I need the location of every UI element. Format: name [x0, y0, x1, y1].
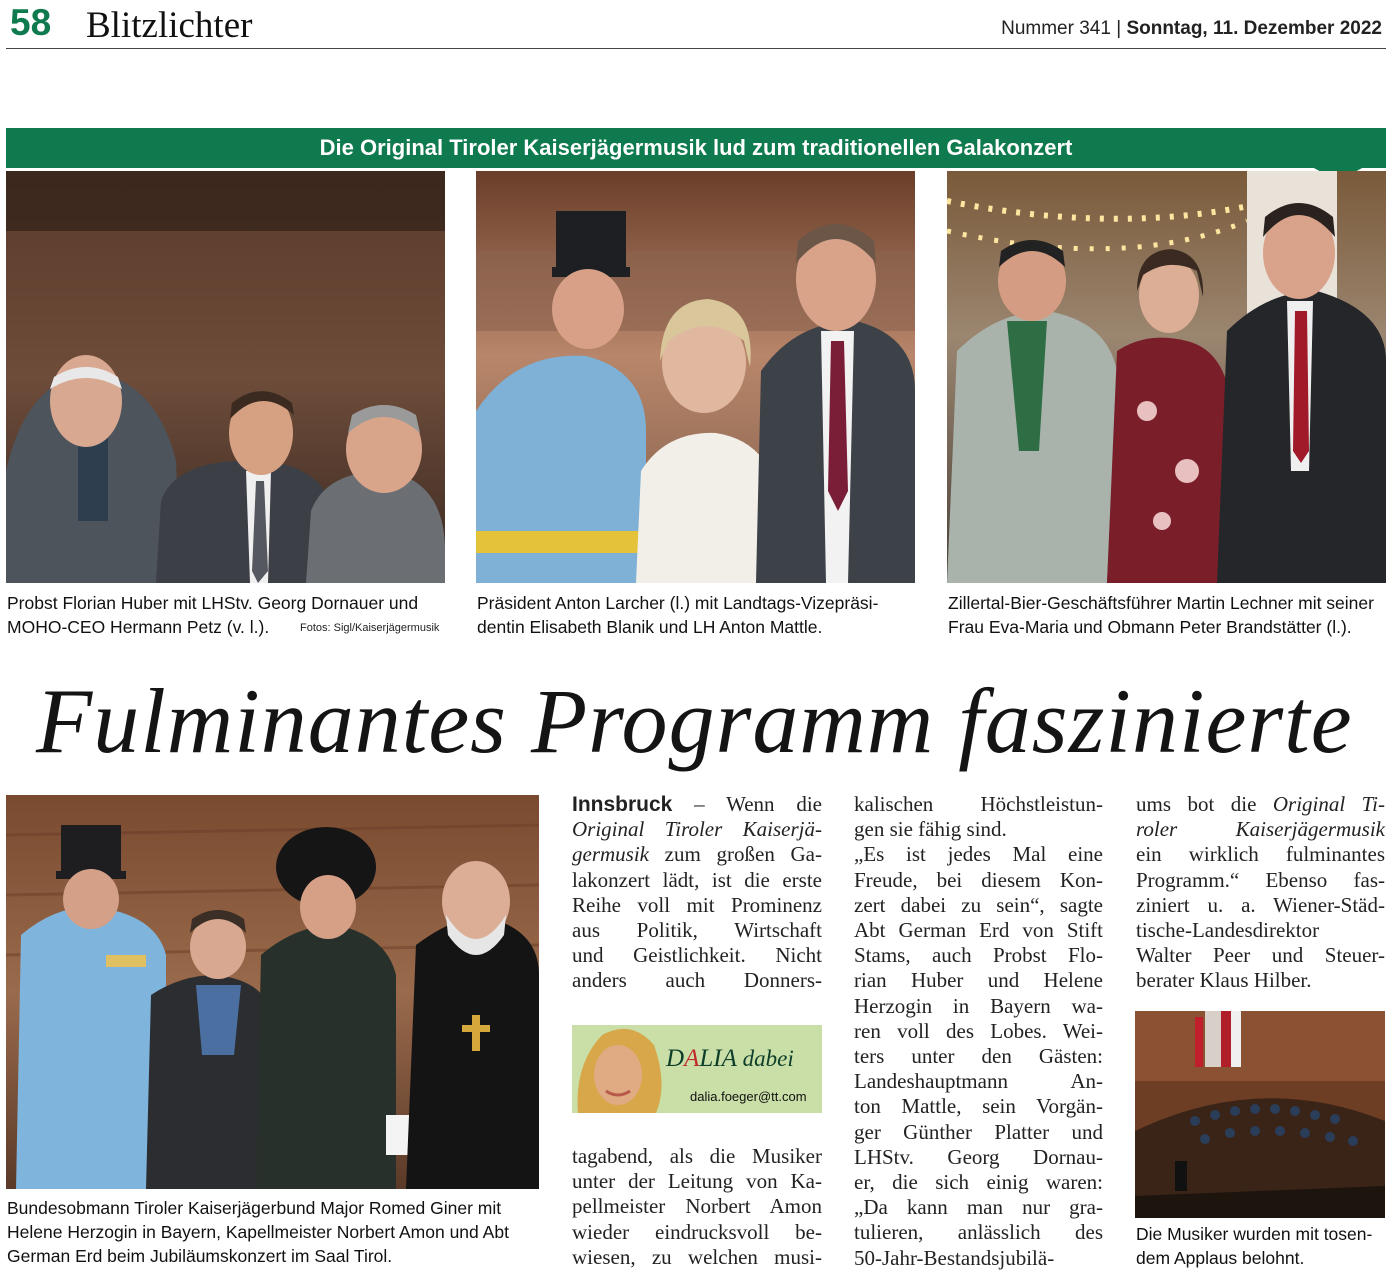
article-column-2	[854, 792, 1103, 1271]
article-line: Programm.“ Ebenso fas-	[1136, 867, 1385, 892]
caption-photo-3	[948, 591, 1388, 639]
article-line: kalischen Höchstleistun-	[854, 792, 1103, 816]
caption-line: Frau Eva-Maria und Obmann Peter Brandstätter (l.).	[948, 617, 1352, 637]
caption-photo-2	[477, 591, 917, 639]
caption-line: Bundesobmann Tiroler Kaiserjägerbund Major Romed Giner mit	[7, 1198, 502, 1218]
article-line: ziniert u. a. Wiener-Städ-	[1136, 892, 1385, 917]
caption-line: MOHO-CEO Hermann Petz (v. l.).	[7, 617, 270, 637]
page-number: 58	[10, 2, 52, 43]
issue-number: Nummer 341	[1001, 18, 1111, 39]
caption-line: Die Musiker wurden mit tosen-	[1136, 1224, 1373, 1244]
article-line: Walter Peer und Steuer-	[1136, 943, 1385, 968]
article-line: Original Tiroler Kaiserjä-	[572, 817, 822, 842]
article-line: berater Klaus Hilber.	[1136, 968, 1312, 993]
issue-separator: |	[1116, 18, 1122, 39]
article-line: Herzogin in Bayern wa-	[854, 993, 1103, 1018]
article-line: ger Günther Platter und	[854, 1119, 1103, 1144]
article-line: roler Kaiserjägermusik	[1136, 817, 1385, 842]
caption-photo-5	[1136, 1222, 1388, 1270]
caption-line: dem Applaus belohnt.	[1136, 1248, 1305, 1268]
caption-line: dentin Elisabeth Blanik und LH Anton Mattle.	[477, 617, 823, 637]
article-line: er, die sich einig waren:	[854, 1170, 1103, 1195]
caption-line: Präsident Anton Larcher (l.) mit Landtags-Vizepräsi-	[477, 593, 879, 613]
caption-photo-4	[7, 1196, 547, 1268]
article-line: pellmeister Norbert Amon	[572, 1194, 822, 1219]
photo-lechner-brandstaetter	[947, 171, 1386, 583]
photo-orchestra	[1135, 1011, 1385, 1218]
issue-date: Sonntag, 11. Dezember 2022	[1126, 18, 1382, 39]
article-line: germusik zum großen Ga-	[572, 842, 822, 867]
article-line: tulieren, anlässlich des	[854, 1220, 1103, 1245]
caption-line: Helene Herzogin in Bayern, Kapellmeister Norbert Amon und Abt	[7, 1222, 509, 1242]
article-line: „Da kann man nur gra-	[854, 1195, 1103, 1220]
dateline: Innsbruck	[572, 793, 673, 816]
article-line: aus Politik, Wirtschaft	[572, 918, 822, 943]
article-line: 50-Jahr-Bestandsjubilä-	[854, 1245, 1055, 1270]
article-line: anders auch Donners-	[572, 968, 822, 993]
article-line: wiesen, zu welchen musi-	[572, 1244, 822, 1269]
caption-line: Probst Florian Huber mit LHStv. Georg Dornauer und	[7, 593, 419, 613]
dalia-email: dalia.foeger@tt.com	[690, 1089, 807, 1104]
article-line: rian Huber und Helene	[854, 968, 1103, 993]
photo-giner-herzogin-amon-erd	[6, 795, 539, 1189]
article-line: Abt German Erd von Stift	[854, 918, 1103, 943]
article-line: ters unter den Gästen:	[854, 1044, 1103, 1069]
article-line: gen sie fähig sind.	[854, 817, 1007, 842]
dalia-brand: DALIA dabei	[666, 1045, 794, 1072]
article-line: wieder eindrucksvoll be-	[572, 1219, 822, 1244]
article-line: Freude, bei diesem Kon-	[854, 867, 1103, 892]
article-line: Reihe voll mit Prominenz	[572, 892, 822, 917]
section-title: Blitzlichter	[86, 5, 253, 46]
article-line: ums bot die Original Ti-	[1136, 792, 1385, 816]
headline: Fulminantes Programm faszinierte	[36, 670, 1353, 772]
dalia-dabei-box	[572, 1025, 822, 1113]
caption-line: German Erd beim Jubiläumskonzert im Saal Tirol.	[7, 1246, 393, 1266]
photo-credit: Fotos: Sigl/Kaiserjägermusik	[300, 622, 440, 634]
photo-huber-dornauer-petz	[6, 171, 445, 583]
article-line: und Geistlichkeit. Nicht	[572, 943, 822, 968]
article-line: unter der Leitung von Ka-	[572, 1169, 822, 1194]
article-line: lakonzert lädt, ist die erste	[572, 867, 822, 892]
article-line: „Es ist jedes Mal eine	[854, 842, 1103, 867]
article-line: Landeshauptmann An-	[854, 1069, 1103, 1094]
dalia-portrait	[572, 1025, 662, 1113]
article-column-3	[1136, 792, 1385, 994]
photo-larcher-blanik-mattle	[476, 171, 915, 583]
issue-info	[1001, 18, 1382, 40]
article-column-1b	[572, 1144, 822, 1270]
caption-line: Zillertal-Bier-Geschäftsführer Martin Lechner mit seiner	[948, 593, 1374, 613]
article-column-1	[572, 792, 822, 994]
article-line: LHStv. Georg Dornau-	[854, 1144, 1103, 1169]
article-line: ren voll des Lobes. Wei-	[854, 1018, 1103, 1043]
article-line: ton Mattle, sein Vorgän-	[854, 1094, 1103, 1119]
article-line: tische-Landesdirektor	[1136, 918, 1320, 943]
header-rule	[6, 48, 1386, 49]
article-line: Stams, auch Probst Flo-	[854, 943, 1103, 968]
banner-title: Die Original Tiroler Kaiserjägermusik lud zum traditionellen Galakonzert	[6, 128, 1386, 168]
article-line: tagabend, als die Musiker	[572, 1144, 822, 1168]
article-line: zert dabei zu sein“, sagte	[854, 892, 1103, 917]
article-line: Innsbruck – Wenn die	[572, 792, 822, 816]
article-line: ein wirklich fulminantes	[1136, 842, 1385, 867]
